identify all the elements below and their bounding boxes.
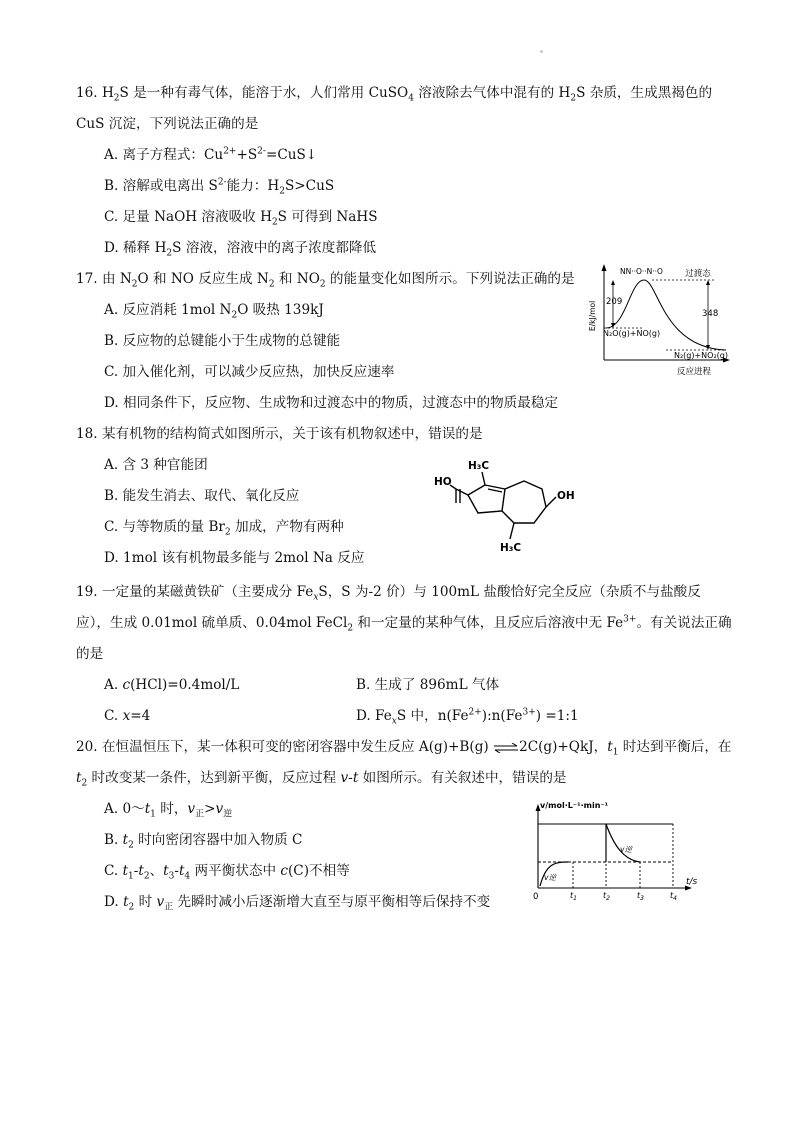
q17-reactants-label: N₂O(g)+NO(g)	[603, 329, 661, 338]
q19-option-c[interactable]: C. x=4	[104, 708, 151, 724]
q17-ts-species: NN··O··N··O	[620, 267, 663, 276]
q19-option-b[interactable]: B. 生成了 896mL 气体	[356, 677, 500, 693]
q16-stem-line2: CuS 沉淀，下列说法正确的是	[76, 116, 259, 132]
q20-tick-t4: $t_4$	[670, 891, 677, 902]
q16-option-c[interactable]: C. 足量 NaOH 溶液吸收 $H_2S$ 可得到 NaHS	[104, 209, 378, 228]
q18-option-d[interactable]: D. 1mol 该有机物最多能与 2mol Na 反应	[104, 550, 365, 566]
q18-option-c[interactable]: C. 与等物质的量 $Br_2$ 加成，产物有两种	[104, 519, 344, 538]
q20-option-b[interactable]: B. $t_2$ 时向密闭容器中加入物质 C	[104, 832, 303, 851]
q17-products-label: N₂(g)+NO₂(g)	[673, 351, 728, 360]
q17-option-c[interactable]: C. 加入催化剂，可以减少反应热，加快反应速率	[104, 364, 395, 380]
q18-ch3-top: H₃C	[468, 460, 490, 472]
q20-tick-t1: $t_1$	[570, 891, 577, 902]
q20-tick-t2: $t_2$	[603, 891, 610, 902]
q20-stem-line2: $t_2$ 时改变某一条件，达到新平衡，反应过程 v-t 如图所示。有关叙述中，错误的是	[76, 770, 567, 789]
q16-option-d[interactable]: D. 稀释 $H_2S$ 溶液，溶液中的离子浓度都降低	[104, 240, 377, 259]
q18-stem: 18. 某有机物的结构简式如图所示，关于该有机物叙述中，错误的是	[76, 426, 483, 442]
q20-stem-line1: 20. 在恒温恒压下，某一体积可变的密闭容器中发生反应 A(g)+B(g) 2C(g)+QkJ，$t_1$ 时达到平衡后，在	[76, 739, 732, 758]
q16-option-b[interactable]: B. 溶解或电离出 $S^{2-}$能力：$H_2S>CuS$	[104, 177, 335, 197]
q19-stem-line3: 的是	[76, 646, 104, 662]
q17-transition-state-label: 过渡态	[685, 269, 711, 279]
q18-structure-formula	[430, 455, 590, 565]
q16-stem: 16. $H_2S$ 是一种有毒气体，能溶于水，人们常用 CuSO$_4$ 溶液除去气体中混有的 $H_2S$ 杂质，生成黑褐色的	[76, 85, 713, 104]
q17-x-axis-label: 反应进程	[676, 367, 712, 377]
q18-oh-label: OH	[557, 490, 575, 502]
q17-option-a[interactable]: A. 反应消耗 1mol $N_2O$ 吸热 139kJ	[104, 302, 324, 321]
q20-tick-t3: $t_3$	[637, 891, 644, 902]
q17-y-axis-label: E/kJ/mol	[588, 300, 597, 332]
q17-energy-diagram	[582, 252, 732, 378]
q20-x-axis-label: t/s	[686, 877, 698, 887]
q20-origin-label: 0	[533, 892, 539, 902]
q16-option-a[interactable]: A. 离子方程式：$Cu^{2+}+S^{2-}=CuS↓$	[104, 146, 318, 163]
scan-dot	[540, 50, 543, 53]
q17-stem: 17. 由 $N_2O$ 和 NO 反应生成 $N_2$ 和 $NO_2$ 的能量变化如图所示。下列说法正确的是	[76, 271, 575, 290]
q20-option-c[interactable]: C. $t_1-t_2$、$t_3-t_4$ 两平衡状态中 c(C)不相等	[104, 863, 350, 882]
q17-energy-348: 348	[702, 309, 719, 319]
equilibrium-arrow-icon	[493, 743, 519, 753]
q19-option-d[interactable]: D. $Fe_xS$ 中，$n(Fe^{2+}):n(Fe^{3+})$ =1:1	[356, 707, 579, 727]
q17-option-b[interactable]: B. 反应物的总键能小于生成物的总键能	[104, 333, 341, 349]
q20-v-reverse-label-2: v逆	[620, 845, 632, 854]
q20-y-axis-label: v/mol·L⁻¹·min⁻¹	[540, 801, 609, 810]
q20-option-d[interactable]: D. $t_2$ 时 $v_正$ 先瞬时减小后逐渐增大直至与原平衡相等后保持不变	[104, 894, 491, 913]
q20-vt-graph	[528, 798, 704, 902]
q18-ho-label: HO	[434, 476, 452, 488]
q18-option-b[interactable]: B. 能发生消去、取代、氧化反应	[104, 488, 300, 504]
q20-option-a[interactable]: A. $0\sim t_1$ 时，$v_正>v_逆$	[104, 801, 233, 820]
q18-ch3-bottom: H₃C	[500, 542, 522, 554]
q18-option-a[interactable]: A. 含 3 种官能团	[104, 457, 208, 473]
q19-option-a[interactable]: A. c(HCl)=0.4mol/L	[104, 677, 240, 693]
q17-option-d[interactable]: D. 相同条件下，反应物、生成物和过渡态中的物质，过渡态中的物质最稳定	[104, 395, 559, 411]
q19-stem-line2: 应），生成 0.01mol 硫单质、0.04mol FeCl$_2$ 和一定量的某种气体，且反应后溶液中无 $Fe^{3+}$。有关说法正确	[76, 614, 732, 634]
q17-energy-209: 209	[606, 297, 623, 307]
q20-v-reverse-label: v逆	[544, 873, 556, 882]
q19-stem-line1: 19. 一定量的某磁黄铁矿（主要成分 $Fe_xS$，S 为-2 价）与 100mL 盐酸恰好完全反应（杂质不与盐酸反	[76, 584, 701, 603]
